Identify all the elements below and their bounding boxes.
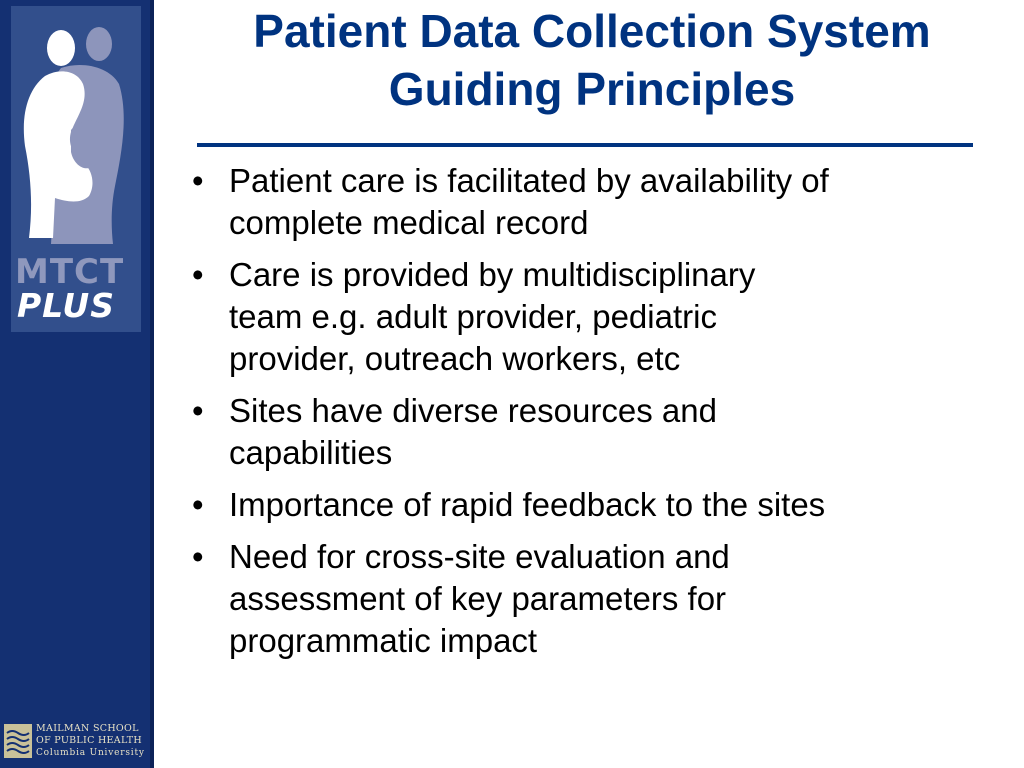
- slide-title: [160, 2, 1024, 118]
- footer-line-university: Columbia University: [36, 748, 145, 758]
- bullet-list: [192, 160, 992, 672]
- sidebar-edge: [150, 0, 154, 768]
- bullet-line: Importance of rapid feedback to the sites: [229, 486, 826, 523]
- bullet-item: [192, 254, 992, 380]
- bullet-line: programmatic impact: [229, 622, 538, 659]
- title-divider: [197, 143, 973, 147]
- bullet-item: [192, 390, 992, 474]
- school-emblem-icon: [4, 724, 32, 758]
- mother-and-child-figure-icon: [11, 6, 141, 256]
- bullet-item: [192, 160, 992, 244]
- bullet-line: complete medical record: [229, 204, 589, 241]
- bullet-dot: •: [192, 486, 204, 523]
- bullet-line: Sites have diverse resources and: [229, 392, 717, 429]
- footer-line-school: MAILMAN SCHOOL: [36, 723, 139, 734]
- logo-text-plus: PLUS: [17, 286, 115, 325]
- mtct-plus-logo: [11, 6, 141, 332]
- bullet-dot: •: [192, 256, 204, 293]
- bullet-item: [192, 536, 992, 662]
- bullet-line: Care is provided by multidisciplinary: [229, 256, 756, 293]
- footer-line-public-health: OF PUBLIC HEALTH: [36, 735, 142, 746]
- mailman-school-logo: [0, 722, 150, 762]
- slide-title-line-2: Guiding Principles: [388, 63, 796, 115]
- bullet-line: assessment of key parameters for: [229, 580, 727, 617]
- bullet-line: provider, outreach workers, etc: [229, 340, 681, 377]
- bullet-dot: •: [192, 538, 204, 575]
- logo-text-mtct: MTCT: [15, 252, 125, 292]
- bullet-line: team e.g. adult provider, pediatric: [229, 298, 717, 335]
- bullet-line: Patient care is facilitated by availability of: [229, 162, 829, 199]
- bullet-line: Need for cross-site evaluation and: [229, 538, 730, 575]
- bullet-dot: •: [192, 162, 204, 199]
- bullet-dot: •: [192, 392, 204, 429]
- bullet-line: capabilities: [229, 434, 393, 471]
- slide-title-line-1: Patient Data Collection System: [253, 5, 931, 57]
- bullet-item: [192, 484, 992, 526]
